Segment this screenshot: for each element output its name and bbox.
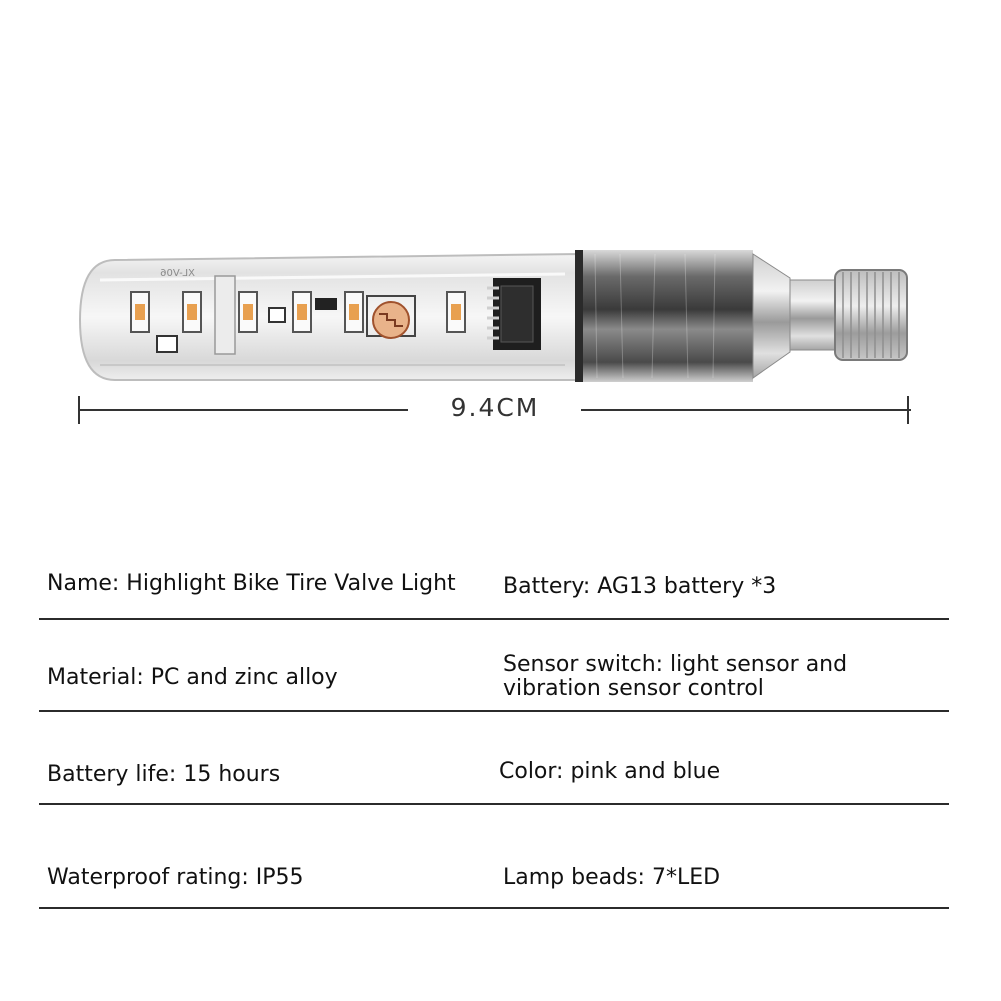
spec-sensor-switch-line1: Sensor switch: light sensor and — [503, 652, 848, 677]
spec-battery: Battery: AG13 battery *3 — [503, 574, 777, 599]
spec-table — [39, 528, 949, 909]
spec-sensor-switch-line2: vibration sensor control — [503, 676, 764, 701]
spec-battery-life: Battery life: 15 hours — [47, 762, 281, 787]
spec-lamp-beads: Lamp beads: 7*LED — [503, 865, 721, 890]
dimension-cap-right — [907, 396, 909, 424]
dimension-label: 9.4CM — [450, 393, 540, 422]
dimension-segment-right — [581, 409, 911, 411]
spec-row — [39, 805, 949, 909]
spec-row — [39, 620, 949, 712]
dimension-segment-left — [78, 409, 408, 411]
tube-marking — [160, 268, 195, 279]
spec-waterproof-rating: Waterproof rating: IP55 — [47, 865, 304, 890]
spec-color: Color: pink and blue — [499, 759, 721, 784]
svg-text:XL-V06: XL-V06 — [160, 268, 195, 279]
spec-row — [39, 712, 949, 805]
dimension-line — [78, 393, 911, 424]
valve-light-image — [75, 240, 920, 390]
spec-material: Material: PC and zinc alloy — [47, 665, 338, 690]
spec-row — [39, 528, 949, 620]
spec-name: Name: Highlight Bike Tire Valve Light — [47, 571, 456, 596]
